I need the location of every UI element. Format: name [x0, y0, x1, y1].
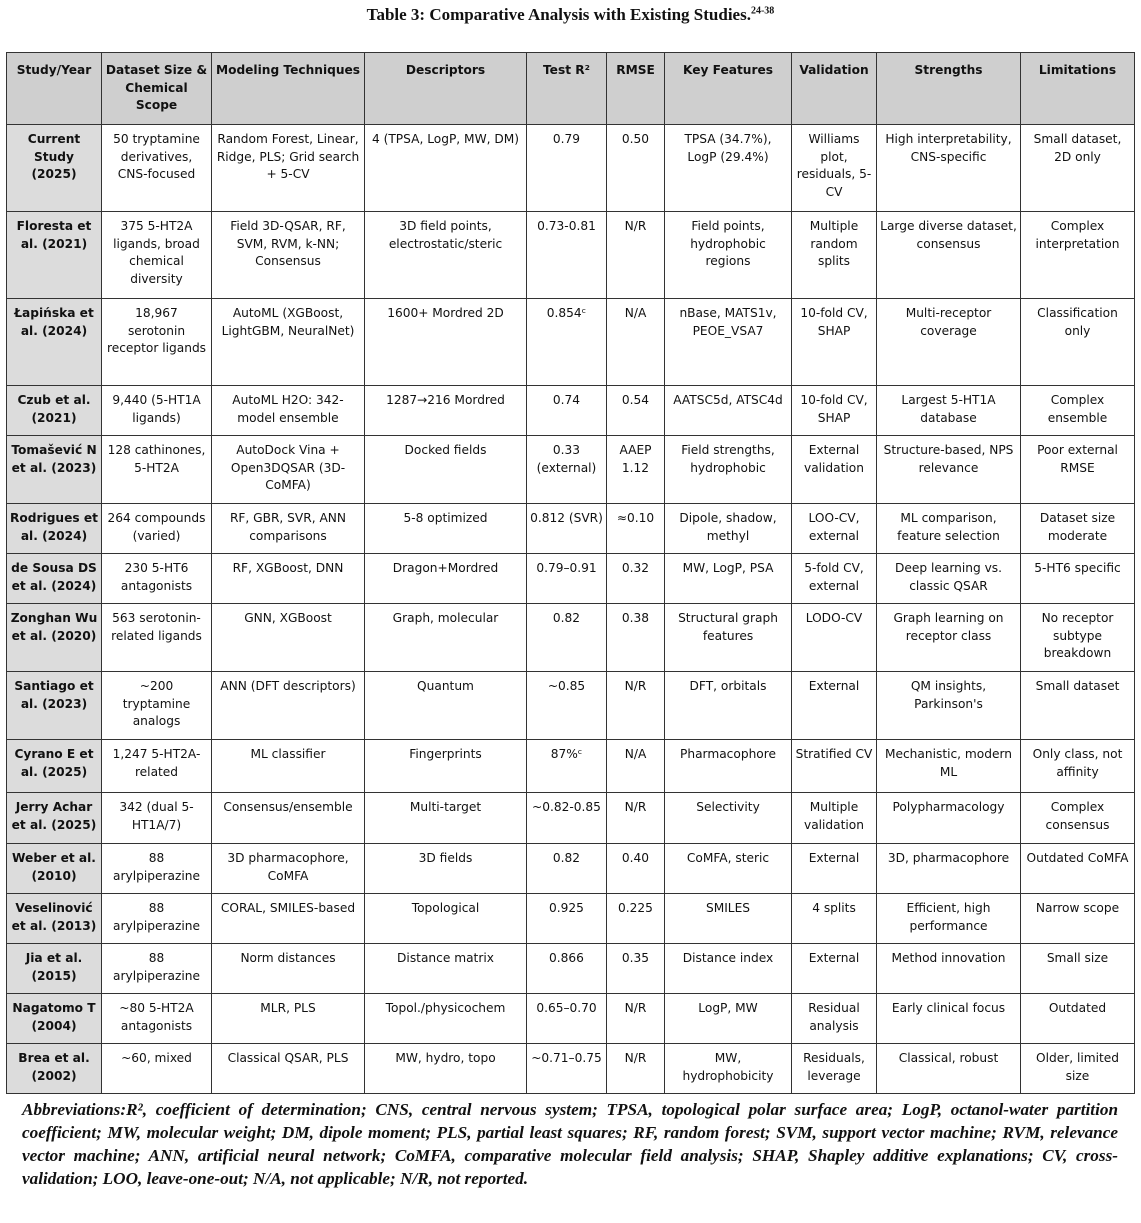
table-row	[7, 436, 1135, 504]
cell-strengths: Graph learning on receptor class	[877, 604, 1021, 672]
cell-study: Brea et al. (2002)	[7, 1044, 102, 1094]
cell-rmse: N/A	[607, 299, 665, 386]
cell-study: Nagatomo T (2004)	[7, 994, 102, 1044]
cell-strengths: 3D, pharmacophore	[877, 844, 1021, 894]
cell-descriptors: Multi-target	[365, 793, 527, 844]
header-study: Study/Year	[7, 53, 102, 125]
cell-strengths: Mechanistic, modern ML	[877, 740, 1021, 793]
abbreviations-footnote: Abbreviations:R², coefficient of determination; CNS, central nervous system; TPSA, topological polar surface area; LogP, octanol-water partition coefficient; MW, molecular weight; DM, dipole moment; PLS, partial least squares; RF, random forest; SVM, support vector machine; RVM, relevance vector machine; ANN, artificial neural network; CoMFA, comparative molecular field analysis; SHAP, Shapley additive explanations; CV, cross-validation; LOO, leave-one-out; N/A, not applicable; N/R, not reported.	[22, 1100, 1118, 1188]
cell-test-r2: 0.74	[527, 386, 607, 436]
cell-dataset: 50 tryptamine derivatives, CNS-focused	[102, 125, 212, 212]
cell-strengths: Polypharmacology	[877, 793, 1021, 844]
cell-test-r2: 0.82	[527, 604, 607, 672]
cell-modeling: Consensus/ensemble	[212, 793, 365, 844]
cell-rmse: N/R	[607, 672, 665, 740]
cell-dataset: 563 serotonin-related ligands	[102, 604, 212, 672]
cell-validation: 10-fold CV, SHAP	[792, 386, 877, 436]
cell-descriptors: 1287→216 Mordred	[365, 386, 527, 436]
cell-descriptors: Dragon+Mordred	[365, 554, 527, 604]
table-row	[7, 386, 1135, 436]
cell-key-features: DFT, orbitals	[665, 672, 792, 740]
cell-descriptors: 1600+ Mordred 2D	[365, 299, 527, 386]
cell-modeling: AutoDock Vina + Open3DQSAR (3D-CoMFA)	[212, 436, 365, 504]
cell-dataset: ~80 5-HT2A antagonists	[102, 994, 212, 1044]
cell-descriptors: Graph, molecular	[365, 604, 527, 672]
cell-descriptors: Topol./physicochem	[365, 994, 527, 1044]
header-validation: Validation	[792, 53, 877, 125]
cell-test-r2: 0.33 (external)	[527, 436, 607, 504]
table-row	[7, 894, 1135, 944]
cell-rmse: 0.32	[607, 554, 665, 604]
cell-rmse: 0.225	[607, 894, 665, 944]
table-row	[7, 504, 1135, 554]
cell-study: Cyrano E et al. (2025)	[7, 740, 102, 793]
cell-strengths: Deep learning vs. classic QSAR	[877, 554, 1021, 604]
header-dataset: Dataset Size & Chemical Scope	[102, 53, 212, 125]
cell-study: Czub et al. (2021)	[7, 386, 102, 436]
cell-validation: External	[792, 672, 877, 740]
cell-limitations: Outdated	[1021, 994, 1135, 1044]
cell-key-features: MW, LogP, PSA	[665, 554, 792, 604]
table-row	[7, 944, 1135, 994]
cell-strengths: Classical, robust	[877, 1044, 1021, 1094]
cell-test-r2: 0.925	[527, 894, 607, 944]
cell-study: Rodrigues et al. (2024)	[7, 504, 102, 554]
cell-descriptors: Fingerprints	[365, 740, 527, 793]
cell-key-features: Selectivity	[665, 793, 792, 844]
cell-strengths: Large diverse dataset, consensus	[877, 212, 1021, 299]
cell-dataset: 375 5-HT2A ligands, broad chemical diversity	[102, 212, 212, 299]
cell-study: Current Study (2025)	[7, 125, 102, 212]
cell-study: Veselinović et al. (2013)	[7, 894, 102, 944]
cell-test-r2: ~0.85	[527, 672, 607, 740]
cell-strengths: QM insights, Parkinson's	[877, 672, 1021, 740]
header-strengths: Strengths	[877, 53, 1021, 125]
cell-test-r2: 0.866	[527, 944, 607, 994]
cell-study: de Sousa DS et al. (2024)	[7, 554, 102, 604]
cell-strengths: Early clinical focus	[877, 994, 1021, 1044]
cell-key-features: Field points, hydrophobic regions	[665, 212, 792, 299]
cell-limitations: No receptor subtype breakdown	[1021, 604, 1135, 672]
cell-limitations: Complex interpretation	[1021, 212, 1135, 299]
cell-descriptors: 4 (TPSA, LogP, MW, DM)	[365, 125, 527, 212]
table-row	[7, 740, 1135, 793]
cell-study: Tomašević N et al. (2023)	[7, 436, 102, 504]
table-row	[7, 793, 1135, 844]
cell-key-features: Pharmacophore	[665, 740, 792, 793]
cell-test-r2: ~0.71–0.75	[527, 1044, 607, 1094]
cell-validation: 4 splits	[792, 894, 877, 944]
cell-rmse: 0.35	[607, 944, 665, 994]
cell-key-features: Distance index	[665, 944, 792, 994]
table-row	[7, 994, 1135, 1044]
cell-modeling: ANN (DFT descriptors)	[212, 672, 365, 740]
cell-modeling: Classical QSAR, PLS	[212, 1044, 365, 1094]
cell-dataset: 18,967 serotonin receptor ligands	[102, 299, 212, 386]
cell-strengths: Method innovation	[877, 944, 1021, 994]
cell-strengths: ML comparison, feature selection	[877, 504, 1021, 554]
cell-validation: 10-fold CV, SHAP	[792, 299, 877, 386]
cell-key-features: Dipole, shadow, methyl	[665, 504, 792, 554]
cell-modeling: RF, XGBoost, DNN	[212, 554, 365, 604]
cell-modeling: ML classifier	[212, 740, 365, 793]
cell-dataset: 88 arylpiperazine	[102, 894, 212, 944]
cell-study: Floresta et al. (2021)	[7, 212, 102, 299]
table-row	[7, 212, 1135, 299]
cell-limitations: Complex ensemble	[1021, 386, 1135, 436]
cell-limitations: Poor external RMSE	[1021, 436, 1135, 504]
cell-validation: LODO-CV	[792, 604, 877, 672]
cell-test-r2: ~0.82-0.85	[527, 793, 607, 844]
cell-limitations: Small dataset	[1021, 672, 1135, 740]
cell-descriptors: Quantum	[365, 672, 527, 740]
cell-dataset: 88 arylpiperazine	[102, 944, 212, 994]
cell-modeling: AutoML H2O: 342-model ensemble	[212, 386, 365, 436]
cell-rmse: ≈0.10	[607, 504, 665, 554]
cell-test-r2: 0.82	[527, 844, 607, 894]
cell-rmse: N/R	[607, 212, 665, 299]
cell-modeling: 3D pharmacophore, CoMFA	[212, 844, 365, 894]
cell-dataset: ~60, mixed	[102, 1044, 212, 1094]
table-row	[7, 844, 1135, 894]
cell-validation: Williams plot, residuals, 5-CV	[792, 125, 877, 212]
cell-validation: Multiple random splits	[792, 212, 877, 299]
cell-descriptors: 3D field points, electrostatic/steric	[365, 212, 527, 299]
cell-modeling: Random Forest, Linear, Ridge, PLS; Grid search + 5-CV	[212, 125, 365, 212]
cell-test-r2: 0.812 (SVR)	[527, 504, 607, 554]
cell-modeling: Norm distances	[212, 944, 365, 994]
cell-rmse: N/A	[607, 740, 665, 793]
cell-rmse: AAEP 1.12	[607, 436, 665, 504]
cell-key-features: nBase, MATS1v, PEOE_VSA7	[665, 299, 792, 386]
header-limitations: Limitations	[1021, 53, 1135, 125]
cell-limitations: Small dataset, 2D only	[1021, 125, 1135, 212]
cell-rmse: 0.40	[607, 844, 665, 894]
cell-descriptors: 5-8 optimized	[365, 504, 527, 554]
cell-limitations: Older, limited size	[1021, 1044, 1135, 1094]
header-test-r2: Test R²	[527, 53, 607, 125]
cell-validation: Stratified CV	[792, 740, 877, 793]
cell-modeling: RF, GBR, SVR, ANN comparisons	[212, 504, 365, 554]
cell-dataset: 88 arylpiperazine	[102, 844, 212, 894]
cell-modeling: AutoML (XGBoost, LightGBM, NeuralNet)	[212, 299, 365, 386]
cell-limitations: Classification only	[1021, 299, 1135, 386]
cell-dataset: 9,440 (5-HT1A ligands)	[102, 386, 212, 436]
cell-dataset: 128 cathinones, 5-HT2A	[102, 436, 212, 504]
header-modeling: Modeling Techniques	[212, 53, 365, 125]
cell-strengths: Multi-receptor coverage	[877, 299, 1021, 386]
cell-key-features: AATSC5d, ATSC4d	[665, 386, 792, 436]
table-row	[7, 1044, 1135, 1094]
cell-test-r2: 0.65–0.70	[527, 994, 607, 1044]
header-rmse: RMSE	[607, 53, 665, 125]
cell-modeling: GNN, XGBoost	[212, 604, 365, 672]
cell-validation: 5-fold CV, external	[792, 554, 877, 604]
cell-dataset: ~200 tryptamine analogs	[102, 672, 212, 740]
cell-test-r2: 0.79	[527, 125, 607, 212]
cell-limitations: Dataset size moderate	[1021, 504, 1135, 554]
cell-key-features: LogP, MW	[665, 994, 792, 1044]
cell-validation: External validation	[792, 436, 877, 504]
table-title-reference: 24-38	[750, 5, 775, 17]
cell-rmse: N/R	[607, 994, 665, 1044]
table-title-text: Table 3: Comparative Analysis with Existing Studies.	[366, 5, 751, 24]
cell-rmse: 0.54	[607, 386, 665, 436]
cell-rmse: N/R	[607, 1044, 665, 1094]
table-row	[7, 554, 1135, 604]
cell-strengths: Efficient, high performance	[877, 894, 1021, 944]
cell-limitations: Complex consensus	[1021, 793, 1135, 844]
cell-validation: Residual analysis	[792, 994, 877, 1044]
cell-strengths: Structure-based, NPS relevance	[877, 436, 1021, 504]
cell-study: Santiago et al. (2023)	[7, 672, 102, 740]
cell-study: Jerry Achar et al. (2025)	[7, 793, 102, 844]
table-body	[7, 125, 1135, 1094]
cell-validation: Multiple validation	[792, 793, 877, 844]
cell-key-features: MW, hydrophobicity	[665, 1044, 792, 1094]
cell-key-features: TPSA (34.7%), LogP (29.4%)	[665, 125, 792, 212]
cell-validation: External	[792, 944, 877, 994]
cell-key-features: Field strengths, hydrophobic	[665, 436, 792, 504]
cell-study: Łapińska et al. (2024)	[7, 299, 102, 386]
cell-limitations: Outdated CoMFA	[1021, 844, 1135, 894]
comparison-table	[6, 52, 1135, 1094]
cell-strengths: Largest 5-HT1A database	[877, 386, 1021, 436]
cell-key-features: CoMFA, steric	[665, 844, 792, 894]
cell-study: Zonghan Wu et al. (2020)	[7, 604, 102, 672]
cell-descriptors: Distance matrix	[365, 944, 527, 994]
cell-test-r2: 0.79–0.91	[527, 554, 607, 604]
cell-rmse: 0.50	[607, 125, 665, 212]
cell-key-features: SMILES	[665, 894, 792, 944]
cell-validation: LOO-CV, external	[792, 504, 877, 554]
cell-limitations: Small size	[1021, 944, 1135, 994]
cell-limitations: Narrow scope	[1021, 894, 1135, 944]
cell-strengths: High interpretability, CNS-specific	[877, 125, 1021, 212]
cell-dataset: 264 compounds (varied)	[102, 504, 212, 554]
cell-modeling: CORAL, SMILES-based	[212, 894, 365, 944]
table-title	[0, 5, 1141, 25]
cell-key-features: Structural graph features	[665, 604, 792, 672]
cell-descriptors: 3D fields	[365, 844, 527, 894]
cell-study: Weber et al. (2010)	[7, 844, 102, 894]
header-descriptors: Descriptors	[365, 53, 527, 125]
header-key-features: Key Features	[665, 53, 792, 125]
cell-dataset: 230 5-HT6 antagonists	[102, 554, 212, 604]
cell-validation: Residuals, leverage	[792, 1044, 877, 1094]
table-row	[7, 604, 1135, 672]
cell-study: Jia et al. (2015)	[7, 944, 102, 994]
cell-descriptors: Docked fields	[365, 436, 527, 504]
cell-test-r2: 0.73-0.81	[527, 212, 607, 299]
table-row	[7, 125, 1135, 212]
cell-descriptors: Topological	[365, 894, 527, 944]
cell-dataset: 342 (dual 5-HT1A/7)	[102, 793, 212, 844]
cell-test-r2: 87%ᶜ	[527, 740, 607, 793]
table-row	[7, 672, 1135, 740]
cell-limitations: Only class, not affinity	[1021, 740, 1135, 793]
cell-modeling: Field 3D-QSAR, RF, SVM, RVM, k-NN; Consensus	[212, 212, 365, 299]
cell-dataset: 1,247 5-HT2A-related	[102, 740, 212, 793]
table-row	[7, 299, 1135, 386]
cell-rmse: N/R	[607, 793, 665, 844]
cell-rmse: 0.38	[607, 604, 665, 672]
cell-descriptors: MW, hydro, topo	[365, 1044, 527, 1094]
cell-modeling: MLR, PLS	[212, 994, 365, 1044]
cell-limitations: 5-HT6 specific	[1021, 554, 1135, 604]
cell-validation: External	[792, 844, 877, 894]
header-row	[7, 53, 1135, 125]
cell-test-r2: 0.854ᶜ	[527, 299, 607, 386]
